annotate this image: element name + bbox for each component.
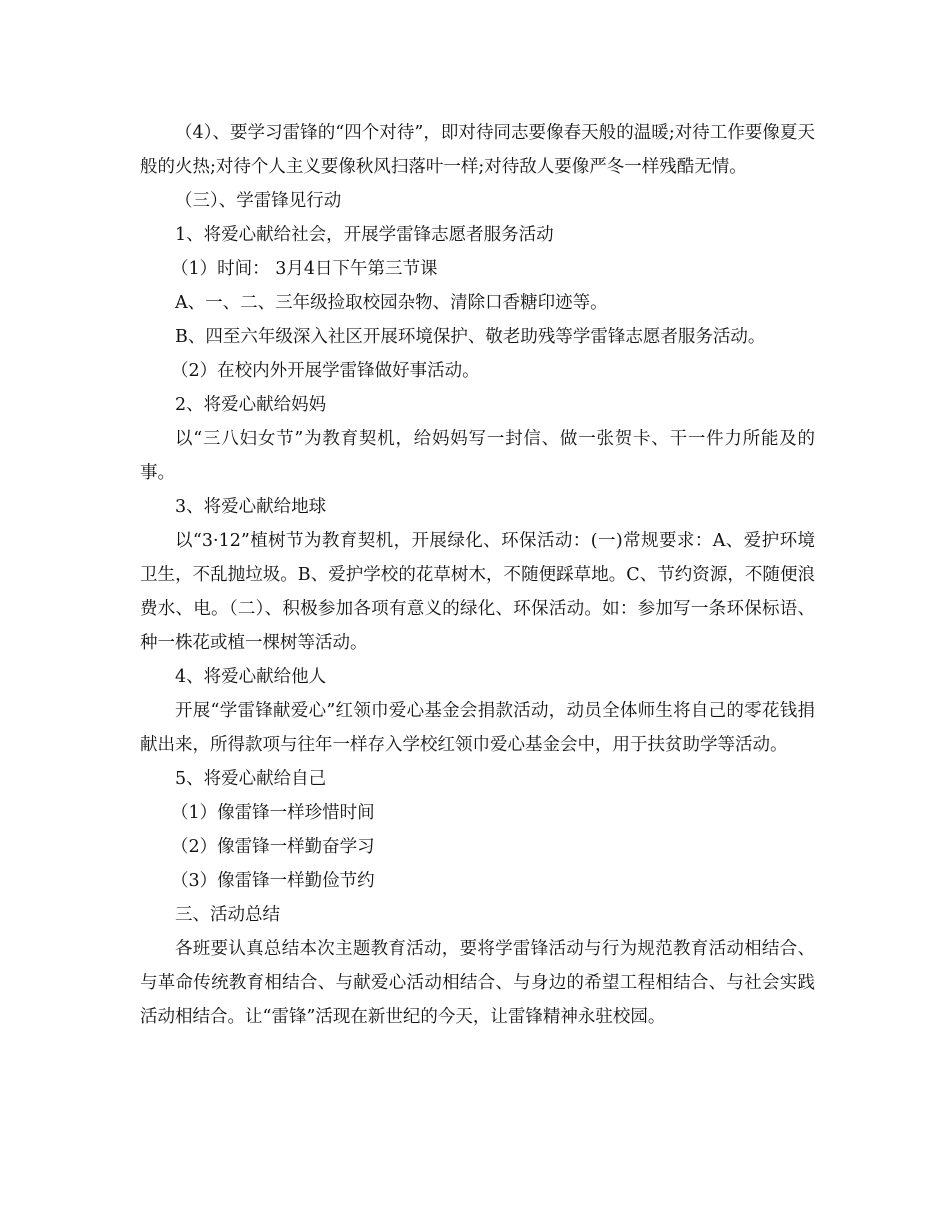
paragraph-summary: 各班要认真总结本次主题教育活动，要将学雷锋活动与行为规范教育活动相结合、与革命传统教育相结合、与献爱心活动相结合、与身边的希望工程相结合、与社会实践活动相结合。让“雷锋”活现在新世纪的今天，让雷锋精神永驻校园。: [140, 939, 815, 1027]
paragraph-donation: 开展“学雷锋献爱心”红领巾爱心基金会捐款活动，动员全体师生将自己的零花钱捐献出来，所得款项与往年一样存入学校红领巾爱心基金会中，用于扶贫助学等活动。: [140, 701, 815, 755]
sub-item-study-hard: （2）像雷锋一样勤奋学习: [171, 837, 375, 857]
sub-item-thrift: （3）像雷锋一样勤俭节约: [171, 871, 375, 891]
paragraph-arbor-day: 以“3·12”植树节为教育契机，开展绿化、环保活动：(一)常规要求：A、爱护环境卫生，不乱抛垃圾。B、爱护学校的花草树木，不随便踩草地。C、节约资源，不随便浪费水、电。（二）、积极参加各项有意义的绿化、环保活动。如：参加写一条环保标语、种一株花或植一棵树等活动。: [140, 531, 815, 653]
heading-activity-summary: 三、活动总结: [175, 905, 280, 925]
item-love-to-others: 4、将爱心献给他人: [175, 667, 327, 687]
item-love-to-society: 1、将爱心献给社会，开展学雷锋志愿者服务活动: [175, 225, 554, 245]
sub-item-time: （1）时间： 3月4日下午第三节课: [171, 259, 438, 279]
document-page: [140, 116, 815, 1034]
heading-learn-in-action: （三）、学雷锋见行动: [175, 191, 342, 211]
item-love-to-self: 5、将爱心献给自己: [175, 769, 327, 789]
paragraph-four-treatments: （4）、要学习雷锋的“四个对待”，即对待同志要像春天般的温暖;对待工作要像夏天般的火热;对待个人主义要像秋风扫落叶一样;对待敌人要像严冬一样残酷无情。: [140, 123, 815, 177]
sub-item-b: B、四至六年级深入社区开展环境保护、敬老助残等学雷锋志愿者服务活动。: [175, 327, 766, 347]
paragraph-womens-day: 以“三八妇女节”为教育契机，给妈妈写一封信、做一张贺卡、干一件力所能及的事。: [140, 429, 815, 483]
sub-item-good-deeds: （2）在校内外开展学雷锋做好事活动。: [171, 361, 480, 381]
item-love-to-earth: 3、将爱心献给地球: [175, 497, 327, 517]
sub-item-a: A、一、二、三年级捡取校园杂物、清除口香糖印迹等。: [175, 293, 608, 313]
item-love-to-mother: 2、将爱心献给妈妈: [175, 395, 327, 415]
sub-item-cherish-time: （1）像雷锋一样珍惜时间: [171, 803, 375, 823]
